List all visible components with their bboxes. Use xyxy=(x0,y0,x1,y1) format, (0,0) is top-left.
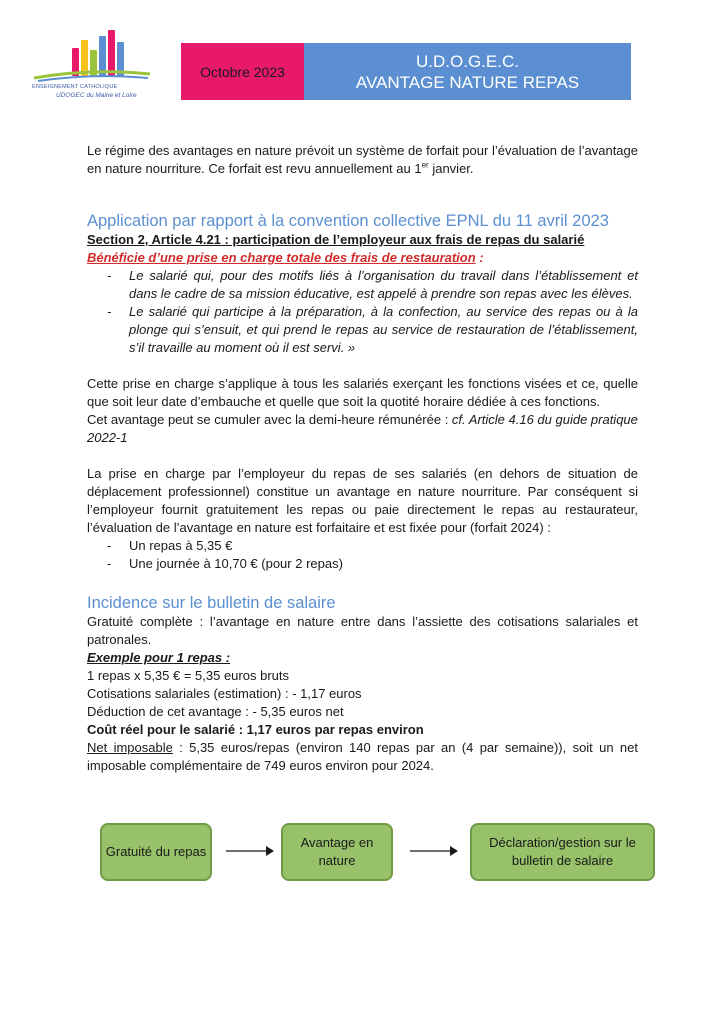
benefit-label-text: Bénéficie d’une prise en charge totale des frais de restauration xyxy=(87,250,476,265)
header-title-line1: U.D.O.G.E.C. xyxy=(416,51,519,71)
flow-box-declaration: Déclaration/gestion sur le bulletin de salaire xyxy=(470,823,655,881)
net-taxable-paragraph xyxy=(87,739,638,775)
logo-text: ENSEIGNEMENT CATHOLIQUE xyxy=(32,84,118,90)
intro-paragraph xyxy=(87,142,638,178)
cumulation-reference: cf. Article 4.16 du guide pratique 2022-1 xyxy=(87,412,638,445)
section-heading-payslip: Incidence sur le bulletin de salaire xyxy=(87,594,336,612)
logo-subtext: UDOGEC du Maine et Loire xyxy=(56,92,137,99)
example-line: Déduction de cet avantage : - 5,35 euros net xyxy=(87,704,344,719)
coverage-paragraph: Cette prise en charge s’applique à tous les salariés exerçant les fonctions visées et ce, quelle que soit leur date d’embauche et quelle que soit la quotité horaire dédiée à ces fonctions. xyxy=(87,376,638,409)
example-line: Cotisations salariales (estimation) : - 1,17 euros xyxy=(87,686,362,701)
list-item: - Une journée à 10,70 € (pour 2 repas) xyxy=(87,555,638,573)
benefit-label xyxy=(87,249,638,267)
example-label: Exemple pour 1 repas : xyxy=(87,650,231,665)
real-cost-line: Coût réel pour le salarié : 1,17 euros par repas environ xyxy=(87,722,424,737)
list-item: - Le salarié qui, pour des motifs liés à l’organisation du travail dans l’établissement et dans le cadre de sa mission éducative, est appelé à prendre son repas avec les élèves. xyxy=(87,267,638,303)
header-title-line2: AVANTAGE NATURE REPAS xyxy=(355,72,580,92)
udogec-logo xyxy=(30,22,160,104)
net-taxable-text: : 5,35 euros/repas (environ 140 repas par an (4 par semaine)), soit un net imposable complémentaire de 749 euros environ pour 2024. xyxy=(87,740,638,773)
header-title xyxy=(304,43,631,100)
example-line: 1 repas x 5,35 € = 5,35 euros bruts xyxy=(87,668,289,683)
list-item: - Le salarié qui participe à la préparation, à la confection, au service des repas ou à la plonge qui s’ensuit, et qui prend le repas au service de restauration de l’établissement, s’il travaille au moment où il est servi. » xyxy=(87,303,638,357)
gratuity-paragraph: Gratuité complète : l’avantage en nature entre dans l’assiette des cotisations salariales et patronales. xyxy=(87,614,638,647)
intro-sup: er xyxy=(421,160,429,170)
cumulation-text: Cet avantage peut se cumuler avec la demi-heure rémunérée : xyxy=(87,412,452,427)
section-subheading: Section 2, Article 4.21 : participation de l’employeur aux frais de repas du salarié xyxy=(87,232,585,247)
header-date: Octobre 2023 xyxy=(181,43,304,100)
logo-swoosh-icon xyxy=(32,68,152,82)
flow-box-gratuity: Gratuité du repas xyxy=(100,823,212,881)
section-heading-convention: Application par rapport à la convention collective EPNL du 11 avril 2023 xyxy=(87,212,609,230)
list-item: - Un repas à 5,35 € xyxy=(87,537,638,555)
price-list xyxy=(87,537,638,573)
document-body xyxy=(87,142,638,775)
net-taxable-label: Net imposable xyxy=(87,740,173,755)
arrow-right-icon xyxy=(410,845,458,857)
intro-text-end: janvier. xyxy=(428,161,474,176)
flow-box-benefit: Avantage en nature xyxy=(281,823,393,881)
benefit-colon: : xyxy=(475,250,484,265)
valuation-paragraph: La prise en charge par l’employeur du repas de ses salariés (en dehors de situation de déplacement professionnel) constitue un avantage en nature nourriture. Par conséquent si l’employeur fournit gratuitement les repas ou paie directement le repas au restaurateur, l’évaluation de l’avantage en nature est forfaitaire et est fixée pour (forfait 2024) : xyxy=(87,466,638,535)
cumulation-paragraph xyxy=(87,411,638,447)
benefit-list xyxy=(87,267,638,357)
arrow-right-icon xyxy=(226,845,274,857)
intro-text: Le régime des avantages en nature prévoit un système de forfait pour l’évaluation de l’avantage en nature nourriture. Ce forfait est revu annuellement au 1 xyxy=(87,143,638,176)
